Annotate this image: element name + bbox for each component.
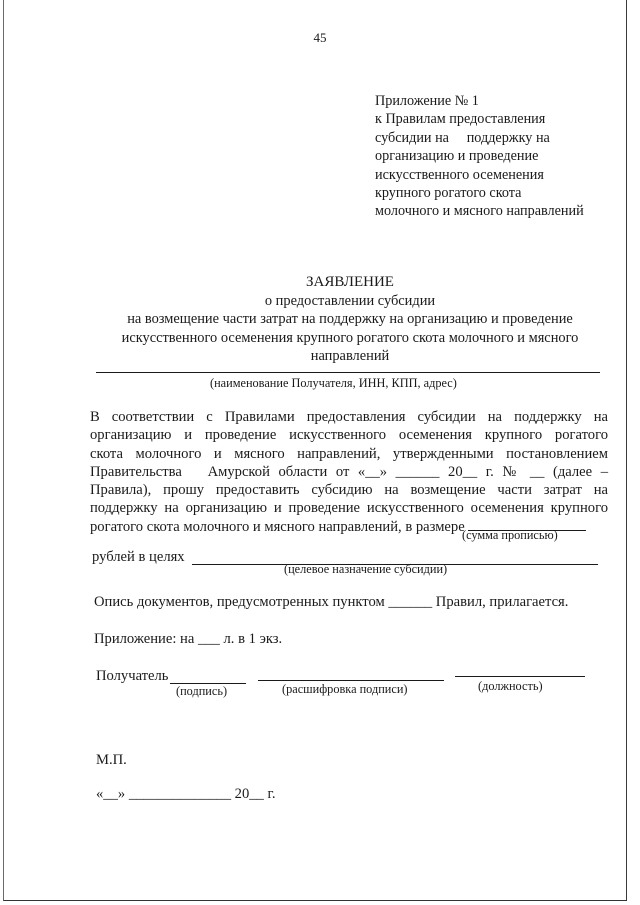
page-number: 45: [313, 30, 327, 45]
inventory-text: Опись документов, предусмотренных пунктом ______ Правил, прилагается.: [94, 594, 569, 610]
body-line: организацию и проведение искусственного осеменения крупного рогатого: [90, 427, 608, 444]
recipient-caption: (наименование Получателя, ИНН, КПП, адрес): [210, 376, 457, 390]
date-line[interactable]: «__» ______________ 20__ г.: [96, 786, 276, 802]
appendix-line: Приложение № 1: [375, 93, 479, 109]
body-line: поддержку на организацию и проведение искусственного осеменения крупного: [90, 500, 608, 517]
position-field[interactable]: [455, 676, 585, 677]
appendix-line: организацию и проведение: [375, 148, 539, 165]
recipient-line[interactable]: [96, 372, 600, 373]
title-line: о предоставлении субсидии: [264, 292, 436, 309]
appendix-line: к Правилам предоставления: [375, 111, 546, 128]
title-heading: ЗАЯВЛЕНИЕ: [306, 274, 394, 290]
appendix-line: искусственного осеменения: [375, 166, 544, 183]
stamp-label: М.П.: [96, 752, 127, 768]
title-line: направлений: [310, 348, 390, 365]
name-decoding-field[interactable]: [258, 680, 444, 681]
title-line: искусственного осеменения крупного рогатого скота молочного и мясного: [121, 329, 579, 346]
body-line: скота молочного и мясного направлений, утвержденными постановлением: [90, 445, 608, 462]
document-title: [60, 273, 640, 366]
attachment-text: Приложение: на ___ л. в 1 экз.: [94, 631, 283, 647]
name-decoding-caption: (расшифровка подписи): [282, 682, 408, 696]
position-caption: (должность): [478, 679, 543, 693]
application-body: [90, 408, 608, 536]
body-line: Правила), прошу предоставить субсидию на возмещение части затрат на: [90, 482, 608, 499]
appendix-block: [375, 92, 584, 221]
signature-label: Получатель: [96, 668, 169, 684]
title-line: на возмещение части затрат на поддержку на организацию и проведение: [127, 311, 573, 328]
appendix-line: крупного рогатого скота: [375, 185, 522, 202]
amount-caption: (сумма прописью): [462, 528, 558, 542]
signature-caption: (подпись): [176, 684, 228, 698]
appendix-line: молочного и мясного направлений: [375, 203, 584, 220]
appendix-line: субсидии на поддержку на: [375, 129, 550, 146]
body-line: Правительства Амурской области от «__» ______ 20__ г. № __ (далее –: [90, 463, 608, 480]
body-line-text: рогатого скота молочного и мясного направлений, в размере: [90, 518, 465, 535]
body-line: В соответствии с Правилами предоставления субсидии на поддержку на: [90, 409, 608, 425]
purpose-label: рублей в целях: [92, 549, 185, 565]
purpose-caption: (целевое назначение субсидии): [284, 562, 448, 576]
